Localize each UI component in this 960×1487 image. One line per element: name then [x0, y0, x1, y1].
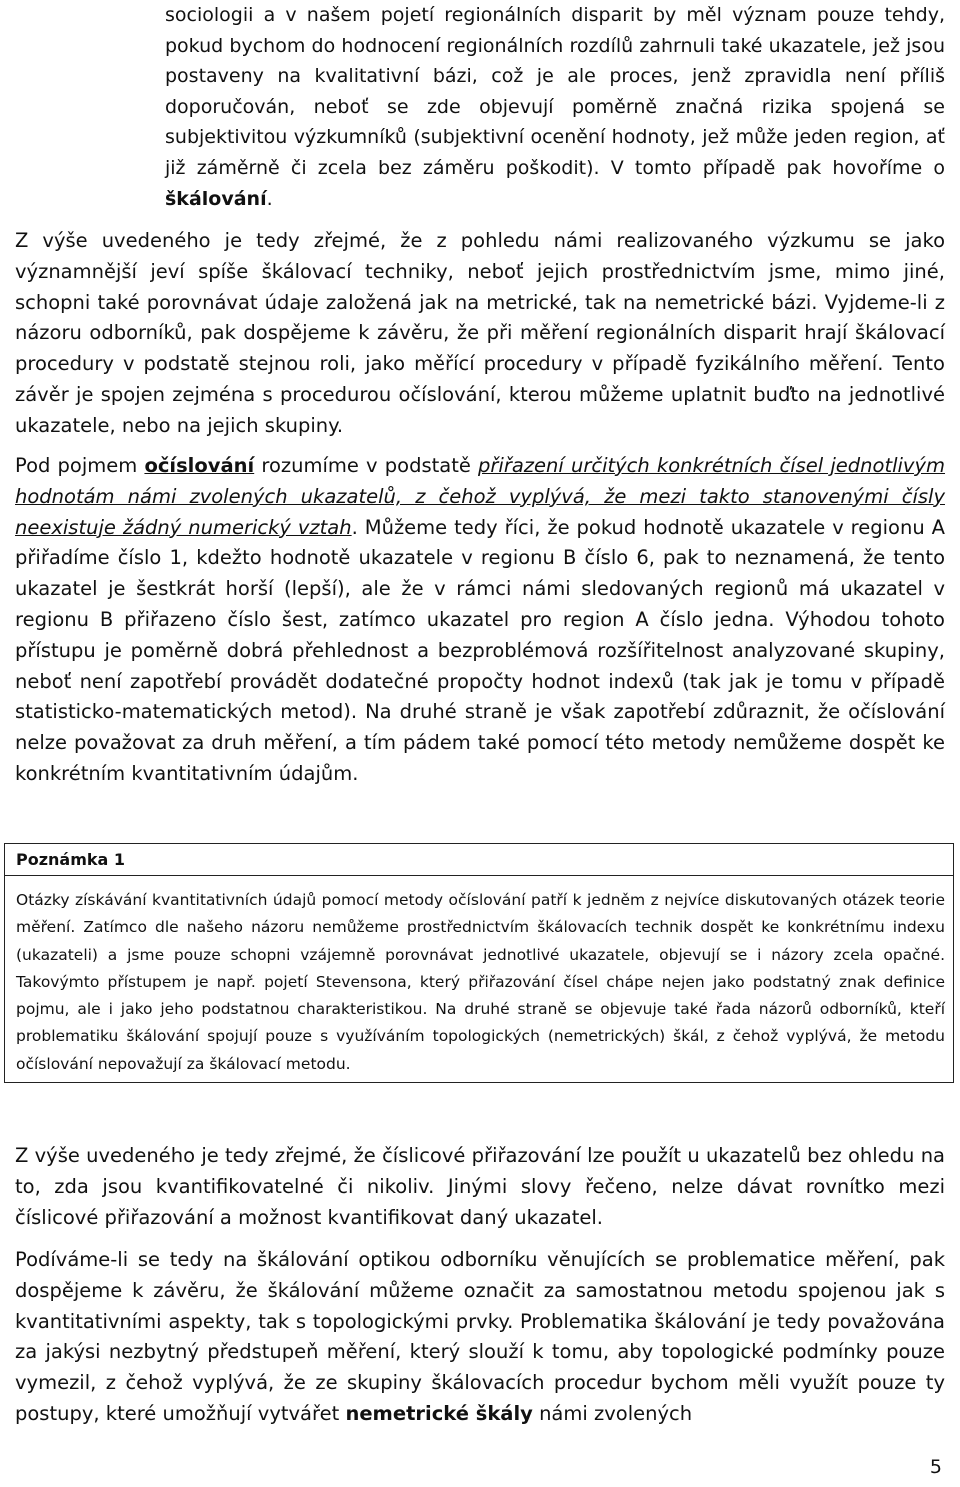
page-number: 5 — [929, 1456, 942, 1478]
paragraph-5-end: námi zvolených — [539, 1401, 693, 1425]
paragraph-5 — [15, 1245, 945, 1430]
paragraph-3 — [15, 451, 945, 790]
term-ocislovani: očíslování — [144, 454, 255, 477]
term-skalovani: škálování — [165, 187, 267, 210]
paragraph-3-start: Pod pojmem — [15, 454, 138, 477]
note-title: Poznámka 1 — [5, 844, 953, 876]
definition-emphasis: přiřazení určitých konkrétních čísel jednotlivým hodnotám námi zvolených ukazatelů, z čehož vyplývá, že mezi takto stanovenými čísly neexistuje žádný numerický vztah — [15, 454, 946, 539]
paragraph-1-end: . — [266, 187, 273, 210]
paragraph-3-end: . Můžeme tedy říci, že pokud hodnotě ukazatele v regionu A přiřadíme číslo 1, kdežto hodnotě ukazatele v regionu B číslo 6, pak to neznamená, že tento ukazatel je šestkrát horší (lepší), ale že v rámci námi sledovaných regionů má ukazatel v regionu B přiřazeno číslo šest, zatímco ukazatel pro region A číslo jedna. Výhodou tohoto přístupu je poměrně dobrá přehlednost a bezproblémová rozšířitelnost analyzované skupiny, neboť není zapotřebí provádět dodatečné propočty hodnot indexů (tak jak je tomu v případě statisticko-matematických metod). Na druhé straně je však zapotřebí zdůraznit, že očíslování nelze považovat za druh měření, a tím pádem také pomocí této metody nemůžeme dospět ke konkrétním kvantitativním údajům. — [15, 515, 945, 785]
paragraph-2: Z výše uvedeného je tedy zřejmé, že z pohledu námi realizovaného výzkumu se jako významnější jeví spíše škálovací techniky, neboť jejich prostřednictvím jsme, mimo jiné, schopni také porovnávat údaje založená jak na metrické, tak na nemetrické bázi. Vyjdeme-li z názoru odborníků, pak dospějeme k závěru, že při měření regionálních disparit hrají škálovací procedury v podstatě stejnou roli, jako měřící procedury v případě fyzikálního měření. Tento závěr je spojen zejména s procedurou očíslování, kterou můžeme uplatnit buďto na jednotlivé ukazatele, nebo na jejich skupiny. — [15, 229, 945, 437]
note-box — [4, 843, 954, 1083]
paragraph-5-text: Podíváme-li se tedy na škálování optikou odborníku věnujících se problematice měření, pak dospějeme k závěru, že škálování můžeme označit za samostatnou metodu spojenou jak s kvantitativními aspekty, tak s topologickými prvky. Problematika škálování je tedy považována za jakýsi nezbytný předstupeň měření, který slouží k tomu, aby topologické podmínky pouze vymezil, z čehož vyplývá, že ze skupiny škálovacích procedur bychom měli využít pouze ty postupy, které umožňují vytvářet — [15, 1248, 945, 1425]
paragraph-1-text: sociologii a v našem pojetí regionálních disparit by měl význam pouze tehdy, pokud bychom do hodnocení regionálních rozdílů zahrnuli také ukazatele, jež jsou postaveny na kvalitativní bázi, což je ale proces, jenž zpravidla není příliš doporučován, neboť se zde objevují poměrně značná rizika spojená se subjektivitou výzkumníků (subjektivní ocenění hodnoty, jež může jeden region, ať již záměrně či zcela bez záměru poškodit). V tomto případě pak hovoříme o — [165, 4, 945, 179]
paragraph-1 — [165, 0, 945, 214]
paragraph-3-middle: rozumíme v podstatě — [261, 454, 471, 477]
note-text: Otázky získávání kvantitativních údajů pomocí metody očíslování patří k jedněm z nejvíce diskutovaných otázek teorie měření. Zatímco dle našeho názoru nemůžeme prostřednictvím škálovacích technik dospět ke konkrétnímu indexu (ukazateli) a jsme pouze schopni vzájemně porovnávat jednotlivé ukazatele, objevují se i názory zcela opačné. Takovýmto přístupem je např. pojetí Stevensona, který přiřazování čísel chápe nejen jako podstatný znak definice pojmu, ale i jako jeho podstatnou charakteristikou. Na druhé straně se objevuje také řada názorů odborníků, kteří problematiku škálování spojují pouze s využíváním topologických (nemetrických) škál, z čehož vyplývá, že metodu očíslování nepovažují za škálovací metodu. — [16, 891, 945, 1073]
term-nemetricke-skaly: nemetrické škály — [345, 1401, 533, 1425]
paragraph-4: Z výše uvedeného je tedy zřejmé, že číslicové přiřazování lze použít u ukazatelů bez ohledu na to, zda jsou kvantifikovatelné či nikoliv. Jinými slovy řečeno, nelze dávat rovnítko mezi číslicové přiřazování a možnost kvantifikovat daný ukazatel. — [15, 1144, 945, 1229]
